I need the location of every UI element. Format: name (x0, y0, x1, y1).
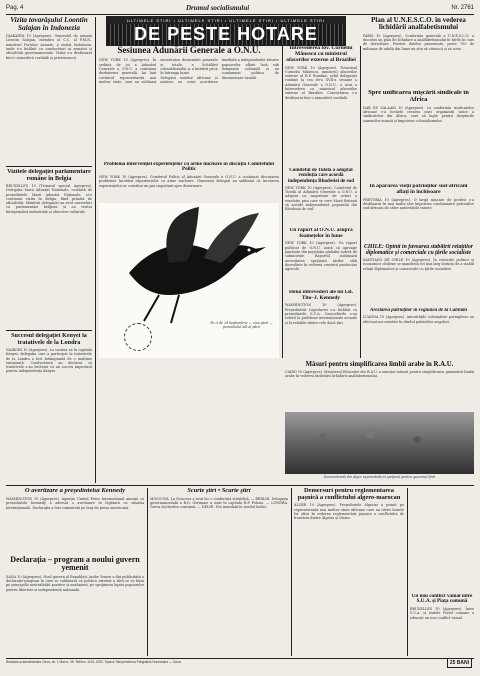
banner-kicker: ULTIMELE STIRI • ULTIMELE STIRI • ULTIMELE STIRI • ULTIMELE STIRI (107, 17, 345, 24)
headline: Declarația – program a noului guvern yemenit (10, 556, 140, 573)
article-foamete (285, 228, 357, 288)
article-body: PRETORIA 10 (Agerpres). O largă mișcare de protest s-a desfășurat în mai multe țări împotriva condamnării patrioților sud-africani de către autoritățile rasiste. (363, 197, 474, 211)
headline: Scurte știri • Scurte știri (187, 488, 251, 494)
article-body: BRUXELLES 10 (Trimisul special Agerpres). Delegația Marii Adunări Naționale, condusă de președintele Marii Adunări Naționale, și-a continuat vizita în Belgia, fiind primită de oficialități. Membrii delegației au avut convorbiri cu parlamentari belgieni și au vizitat întreprinderi industriale și obiective culturale. (6, 184, 92, 214)
issue-number: Nr. 2761 (451, 5, 474, 11)
page-footer (6, 660, 474, 664)
article-belgia (6, 169, 92, 329)
article-nuclear (99, 162, 279, 202)
section-banner (106, 16, 346, 46)
article-limba-araba (285, 361, 474, 411)
headline: Plan al U.N.E.S.C.O. în vederea lichidării analfabetismului (371, 17, 466, 32)
article-body: PARIS 10 (Agerpres). Conferința generală a U.N.E.S.C.O. a discutat un plan de lichidare a analfabetismului în țările în curs de dezvoltare. Potrivit datelor prezentate, peste 700 de milioane de adulți din lume nu știu să citească și să scrie. (363, 33, 474, 51)
photo-caption: Demonstranți din Alger exprimându-și sprijinul pentru guvernul țării (323, 475, 436, 479)
article-body: LUANDA 10 (Agerpres). Autoritățile colonialiste portugheze au efectuat noi arestări în rândul patrioților angolezi. (363, 315, 474, 324)
page-number: Pag. 4 (6, 5, 24, 11)
article-chile (363, 244, 474, 306)
headline: Arestarea patrioților în regiunea de la Cabinda (370, 308, 467, 313)
article-kennedy (6, 488, 144, 552)
headline: În apărarea vieții patrioților sud-africani aflați în închisoare (369, 184, 468, 195)
headline: CHILE: Opinii în favoarea stabilirii relațiilor diplomatice și comerciale cu țările socialiste (363, 244, 474, 257)
headline: Succesul delegației Kenyei la tratativele de la Londra (11, 333, 87, 346)
article-rhodesia (285, 168, 357, 226)
article-body-2: Delegații statelor africane și asiatice au cerut acordarea imediată a independenței tuturor popoarelor aflate încă sub dominație colonială și au condamnat politica de discriminare rasială. (160, 58, 279, 84)
newspaper-page (6, 4, 474, 670)
article-body: WASHINGTON 10 (Agerpres). Președintele Iugoslaviei s-a întâlnit cu președintele S.U.A. Convorbirile s-au referit la probleme internaționale actuale și la relațiile dintre cele două țări. (285, 303, 357, 325)
article-algero-marocan (294, 488, 404, 656)
article-body: NEW YORK 10 (Agerpres). Un raport publicat de O.N.U. arată că aproape jumătate din populația globului suferă de subnutriție. Raportul subliniază necesitatea sprijinirii țărilor slab dezvoltate în vederea creșterii producției agricole. (285, 241, 357, 272)
article-body: NEW YORK 10 (Agerpres). Tovarășul Corneliu Mănescu, ministrul afacerilor externe al R.P. Române, șeful delegației române la cea de-a XVII-a sesiune a Adunării Generale a O.N.U., a avut o întrevedere cu ministrul afacerilor externe al Braziliei. Convorbirea s-a desfășurat într-o atmosferă cordială. (285, 65, 357, 100)
article-body: WASHINGTON 10 (Agerpres). Agenția United Press International anunță că președintele Kennedy a adresat o avertizare în legătură cu situația internațională. Declarația a fost comentată pe larg de presa americană. (6, 496, 144, 510)
article-body: NEW YORK 10 (Agerpres). În ședința de joi a Adunării Generale a O.N.U. a continuat dezbaterea generală. Au luat cuvântul reprezentanții mai multor state, care au subliniat necesitatea dezarmării generale și totale, a lichidării colonialismului și a întăririi păcii în întreaga lume. (99, 58, 218, 84)
article-body: SANA 10 (Agerpres). Noul guvern al Republicii Arabe Yemen a dat publicității o declarație-program în care se subliniază că politica externă a țării se va baza pe principiile neutralității pozitive și nealinierii, pe sprijinirea luptei popoarelor pentru libertate și independență națională. (6, 574, 144, 592)
article-tito (285, 290, 357, 358)
article-salajan (6, 17, 92, 165)
article-body: DAR ES SALAAM 10 (Agerpres). La conferința sindicatelor africane s-a hotărât crearea unei organizații unice a sindicatelor din Africa, care să lupte pentru drepturile oamenilor muncii și împotriva colonialismului. (363, 105, 474, 123)
article-body: BRUXELLES 10 (Agerpres). Între S.U.A. și statele Pieței comune a izbucnit un nou conflict vamal. (410, 606, 474, 620)
article-patrioti (363, 184, 474, 242)
article-kenya (6, 333, 92, 483)
article-body: DJAKARTA 10 (Agerpres). Generalul de armată Leontin Salajan, membru al C.C. al P.M.R., ministrul Forțelor Armate, a vizitat Indonezia, unde s-a întâlnit cu conducători ai armatei și oficialități guvernamentale. Vizita s-a desfășurat într-o atmosferă cordială și prietenească. (6, 34, 92, 60)
article-unesco (363, 17, 474, 87)
article-africa (363, 90, 474, 182)
article-body: ALGER 10 (Agerpres). Președintele Algeriei a primit pe reprezentanții mai multor state africane care au oferit bunele lor oficii în vederea reglementării pașnice a conflictului de frontieră dintre Algeria și Maroc. (294, 503, 404, 521)
photo-caption: Pe zi de 24 Septembrie — ziua păcii — porumbelul alb al păcii (210, 321, 273, 329)
article-cabinda (363, 308, 474, 358)
article-body: CAIRO 10 (Agerpres). Ministerul Educației din R.A.U. a anunțat măsuri pentru simplificarea gramaticii limbii arabe în vederea facilitării lichidării analfabetismului. (285, 370, 474, 379)
headline: O avertizare a președintelui Kennedy (24, 488, 126, 494)
headline: Comitetul de Tutelă a adoptat rezoluția care acordă independența Rhodesiei de sud (288, 168, 354, 184)
banner-title: DE PESTE HOTARE (107, 24, 345, 45)
newspaper-name: Drumul socialismului (186, 4, 250, 12)
article-body: NEW YORK 10 (Agerpres). Comitetul de Tutelă al Adunării Generale a O.N.U. a adoptat cu majoritate de voturi o rezoluție prin care se cere Marii Britanii să acorde independență poporului din Rhodesia de sud. (285, 185, 357, 212)
headline: Vizita tovarășului Loontin Salajan în Indonezia (10, 17, 88, 32)
headline: Un nou conflict vamal între S.U.A. și Piața comună (411, 594, 473, 605)
headline: Vizitele delegației parlamentare române în Belgia (7, 169, 91, 182)
headline: Demersuri pentru reglementarea pașnică a conflictului algero-marocan (297, 488, 401, 501)
article-body: SANTIAGO DE CHILE 10 (Agerpres). În cercurile politice și economice chiliene se manifestă tot mai larg dorința de a stabili relații diplomatice și comerciale cu țările socialiste. (363, 258, 474, 271)
article-body: NEW YORK 10 (Agerpres). Comitetul Politic al Adunării Generale a O.N.U. a continuat discutarea problemei încetării experiențelor cu arme nucleare. Numeroși delegați au subliniat că încetarea experiențelor ar constitui un pas important spre dezarmare. (99, 174, 279, 188)
article-piata-comuna (410, 594, 474, 652)
article-manescu (285, 46, 357, 166)
atom-icon (124, 323, 152, 351)
dove-illustration (99, 203, 279, 358)
headline: Două întrevederi ale lui I.B. Tito–J. Kennedy (289, 290, 353, 301)
article-scurte-stiri (150, 488, 288, 656)
headline: Un raport al O.N.U. asupra foamețelor în lume (289, 228, 353, 239)
headline: Spre unificarea mișcării sindicale în Africa (368, 90, 469, 103)
crowd-photo (285, 412, 474, 474)
running-header (6, 4, 474, 14)
footer-text: Redacția și administrația: Deva, str. 1 Mai nr. 35. Telefon: 1115, 1292. Tiparul: Întreprinderea Poligrafică Hunedoara — Deva. (6, 660, 182, 664)
article-body: NAIROBI 10 (Agerpres). La sosirea sa în capitala Kenyei, delegația care a participat la tratativele de la Londra a fost întâmpinată de o mulțime entuziastă. Conducătorii au declarat că tratativele s-au încheiat cu un succes important pentru independența Kenyei. (6, 348, 92, 374)
price-box: 25 BANI (447, 658, 472, 668)
article-onu (99, 46, 279, 161)
article-yemen (6, 556, 144, 656)
headline: Sesiunea Adunării Generale a O.N.U. (117, 46, 261, 55)
article-body: MOSCOVA. La Moscova a avut loc o conferință științifică. — BERLIN. Delegația guvernamentală a R.D. Germane a sosit în capitala R.P. Polone. — LONDRA. Greva docherilor continuă. — DELHI. Noi inundații în nordul Indiei. (150, 496, 288, 510)
headline: Măsuri pentru simplificarea limbii arabe în R.A.U. (305, 361, 454, 368)
headline: Întrevederea tov. Corneliu Mănescu cu ministrul afacerilor externe al Braziliei (286, 46, 356, 63)
headline: Problema intervenției experiențelor cu arme nucleare în discuția Comitetului Politic (103, 162, 275, 173)
